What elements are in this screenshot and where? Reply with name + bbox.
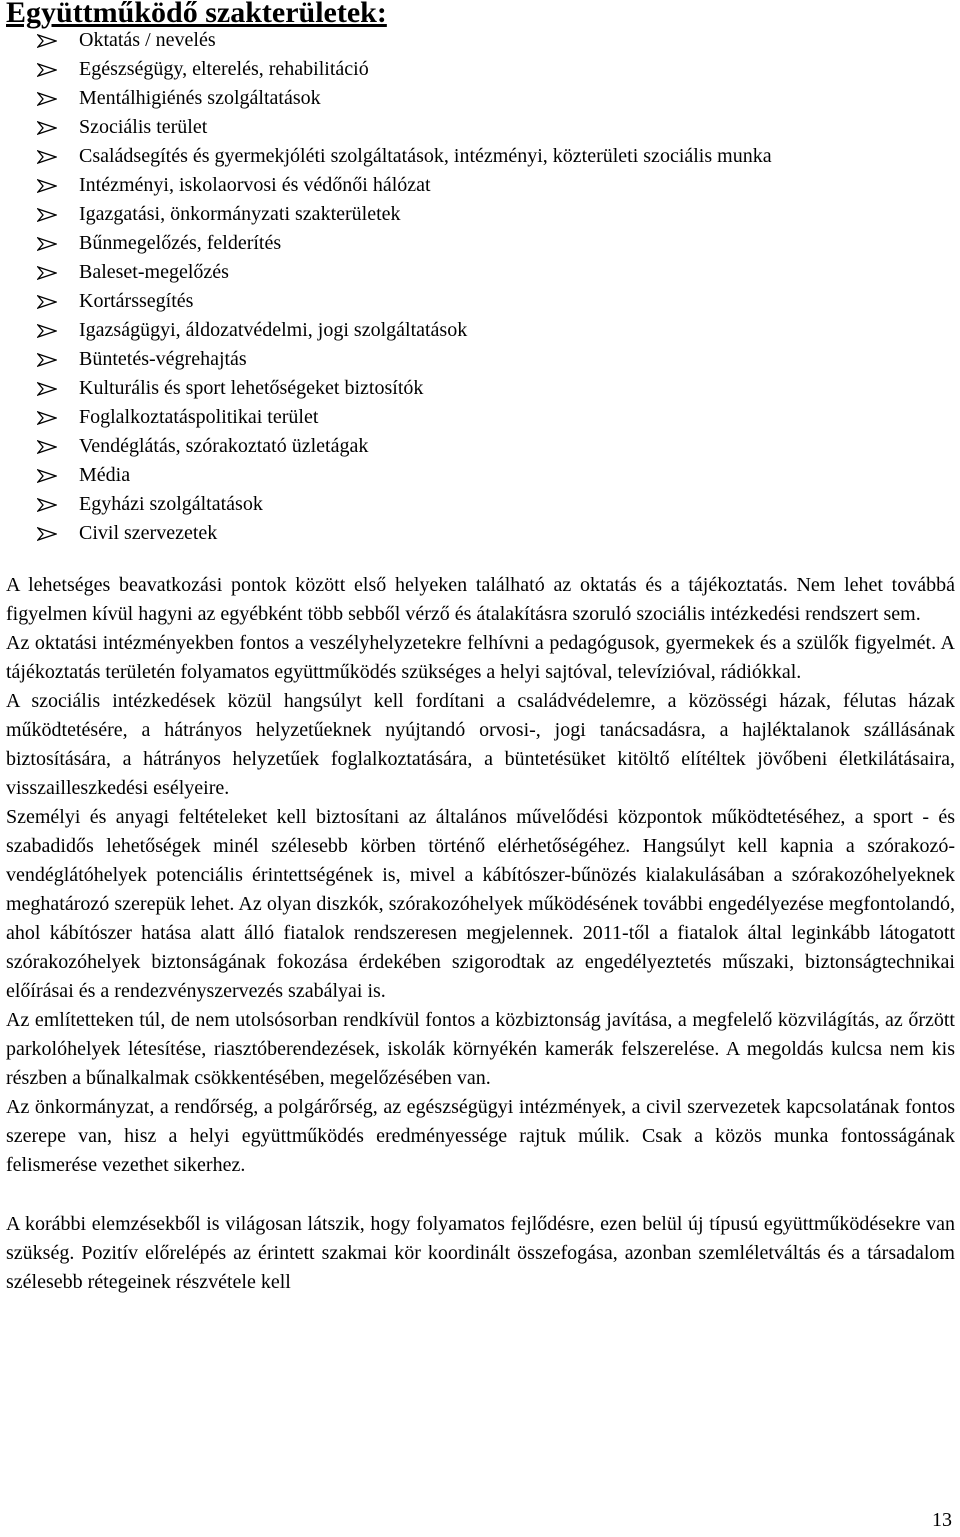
list-item-text: Szociális terület bbox=[79, 116, 208, 138]
arrow-bullet-icon bbox=[37, 266, 57, 280]
arrow-bullet-icon bbox=[37, 63, 57, 77]
list-item bbox=[6, 200, 955, 229]
list-item bbox=[6, 403, 955, 432]
bullet-list bbox=[6, 26, 955, 548]
list-item bbox=[6, 171, 955, 200]
list-item bbox=[6, 26, 955, 55]
list-item bbox=[6, 374, 955, 403]
list-item-text: Bűnmegelőzés, felderítés bbox=[79, 232, 282, 254]
list-item-text: Baleset-megelőzés bbox=[79, 261, 229, 283]
arrow-bullet-icon bbox=[37, 469, 57, 483]
list-item-text: Oktatás / nevelés bbox=[79, 29, 216, 51]
paragraph: A korábbi elemzésekből is világosan látszik, hogy folyamatos fejlődésre, ezen belül új típusú együttműködésekre van szükség. Pozitív előrelépés az érintett szakmai kör koordinált összefogása, azonban szemléletváltás és a társadalom szélesebb rétegeinek részvétele kell bbox=[6, 1213, 955, 1293]
list-item bbox=[6, 519, 955, 548]
list-item-text: Kortárssegítés bbox=[79, 290, 194, 312]
arrow-bullet-icon bbox=[37, 150, 57, 164]
list-item bbox=[6, 258, 955, 287]
list-item bbox=[6, 490, 955, 519]
arrow-bullet-icon bbox=[37, 295, 57, 309]
paragraph: Az említetteken túl, de nem utolsósorban rendkívül fontos a közbiztonság javítása, a megfelelő közvilágítás, az őrzött parkolóhelyek létesítése, riasztóberendezések, iskolák környékén kamerák felszerelése. A megoldás kulcsa nem kis részben a bűnalkalmak csökkentésében, megelőzésében van. bbox=[6, 1009, 955, 1089]
list-item bbox=[6, 142, 955, 171]
list-item-text: Igazgatási, önkormányzati szakterületek bbox=[79, 203, 401, 225]
list-item-text: Média bbox=[79, 464, 131, 486]
list-item bbox=[6, 55, 955, 84]
list-item bbox=[6, 345, 955, 374]
list-item-text: Családsegítés és gyermekjóléti szolgáltatások, intézményi, közterületi szociális munka bbox=[79, 145, 772, 167]
list-item bbox=[6, 461, 955, 490]
list-item-text: Foglalkoztatáspolitikai terület bbox=[79, 406, 319, 428]
document-page bbox=[6, 0, 955, 1297]
list-item-text: Egészségügy, elterelés, rehabilitáció bbox=[79, 58, 369, 80]
list-item bbox=[6, 84, 955, 113]
arrow-bullet-icon bbox=[37, 382, 57, 396]
paragraph: Az oktatási intézményekben fontos a veszélyhelyzetekre felhívni a pedagógusok, gyermekek és a szülők figyelmét. A tájékoztatás területén folyamatos együttműködés szükséges a helyi sajtóval, televízióval, rádiókkal. bbox=[6, 632, 955, 683]
paragraph: Az önkormányzat, a rendőrség, a polgárőrség, az egészségügyi intézmények, a civil szervezetek kapcsolatának fontos szerepe van, hisz a helyi együttműködés eredményessége rajtuk múlik. Csak a közös munka fontosságának felismerése vezethet sikerhez. bbox=[6, 1096, 955, 1176]
arrow-bullet-icon bbox=[37, 324, 57, 338]
list-item bbox=[6, 316, 955, 345]
list-item-text: Kulturális és sport lehetőségeket biztosítók bbox=[79, 377, 424, 399]
arrow-bullet-icon bbox=[37, 208, 57, 222]
list-item-text: Büntetés-végrehajtás bbox=[79, 348, 247, 370]
list-item-text: Civil szervezetek bbox=[79, 522, 218, 544]
arrow-bullet-icon bbox=[37, 440, 57, 454]
list-item-text: Igazságügyi, áldozatvédelmi, jogi szolgáltatások bbox=[79, 319, 468, 341]
page-number: 13 bbox=[932, 1509, 952, 1531]
list-item bbox=[6, 229, 955, 258]
arrow-bullet-icon bbox=[37, 121, 57, 135]
list-item-text: Vendéglátás, szórakoztató üzletágak bbox=[79, 435, 369, 457]
list-item bbox=[6, 287, 955, 316]
arrow-bullet-icon bbox=[37, 353, 57, 367]
arrow-bullet-icon bbox=[37, 498, 57, 512]
arrow-bullet-icon bbox=[37, 179, 57, 193]
section-heading: Együttműködő szakterületek: bbox=[6, 0, 387, 29]
list-item bbox=[6, 113, 955, 142]
list-item-text: Mentálhigiénés szolgáltatások bbox=[79, 87, 321, 109]
list-item-text: Intézményi, iskolaorvosi és védőnői hálózat bbox=[79, 174, 431, 196]
arrow-bullet-icon bbox=[37, 237, 57, 251]
paragraph: Személyi és anyagi feltételeket kell biztosítani az általános művelődési központok működtetéséhez, a sport - és szabadidős lehetőségek minél szélesebb körben történő elérhetőségéhez. Hangsúlyt kell kapnia a szórakozó-vendéglátóhelyek potenciális érintettségének is, mivel a kábítószer-bűnözés kialakulásában a szórakozóhelyeknek meghatározó szerepük lehet. Az olyan diszkók, szórakozóhelyek működésének további engedélyezése megfontolandó, ahol kábítószer hatása alatt álló fiatalok rendszeresen megjelennek. 2011-től a fiatalok által leginkább látogatott szórakozóhelyek biztonságának fokozása érdekében szigorodtak az engedélyeztetés műszaki, biztonságtechnikai előírásai és a rendezvényszervezés szabályai is. bbox=[6, 806, 955, 1002]
arrow-bullet-icon bbox=[37, 92, 57, 106]
arrow-bullet-icon bbox=[37, 34, 57, 48]
body-text bbox=[6, 571, 955, 1297]
list-item-text: Egyházi szolgáltatások bbox=[79, 493, 263, 515]
paragraph: A szociális intézkedések közül hangsúlyt kell fordítani a családvédelemre, a közösségi házak, félutas házak működtetésére, a hátrányos helyzetűeknek nyújtandó orvosi-, jogi tanácsadásra, a hajléktalanok szállásának biztosítására, a hátrányos helyzetűek foglalkoztatására, a büntetésüket kitöltő elítéltek jövőbeni életkilátásaira, visszailleszkedési esélyeire. bbox=[6, 690, 955, 799]
list-item bbox=[6, 432, 955, 461]
arrow-bullet-icon bbox=[37, 527, 57, 541]
arrow-bullet-icon bbox=[37, 411, 57, 425]
paragraph: A lehetséges beavatkozási pontok között első helyeken található az oktatás és a tájékoztatás. Nem lehet továbbá figyelmen kívül hagyni az egyébként több sebből vérző és átalakításra szoruló szociális intézkedési rendszert sem. bbox=[6, 574, 955, 625]
